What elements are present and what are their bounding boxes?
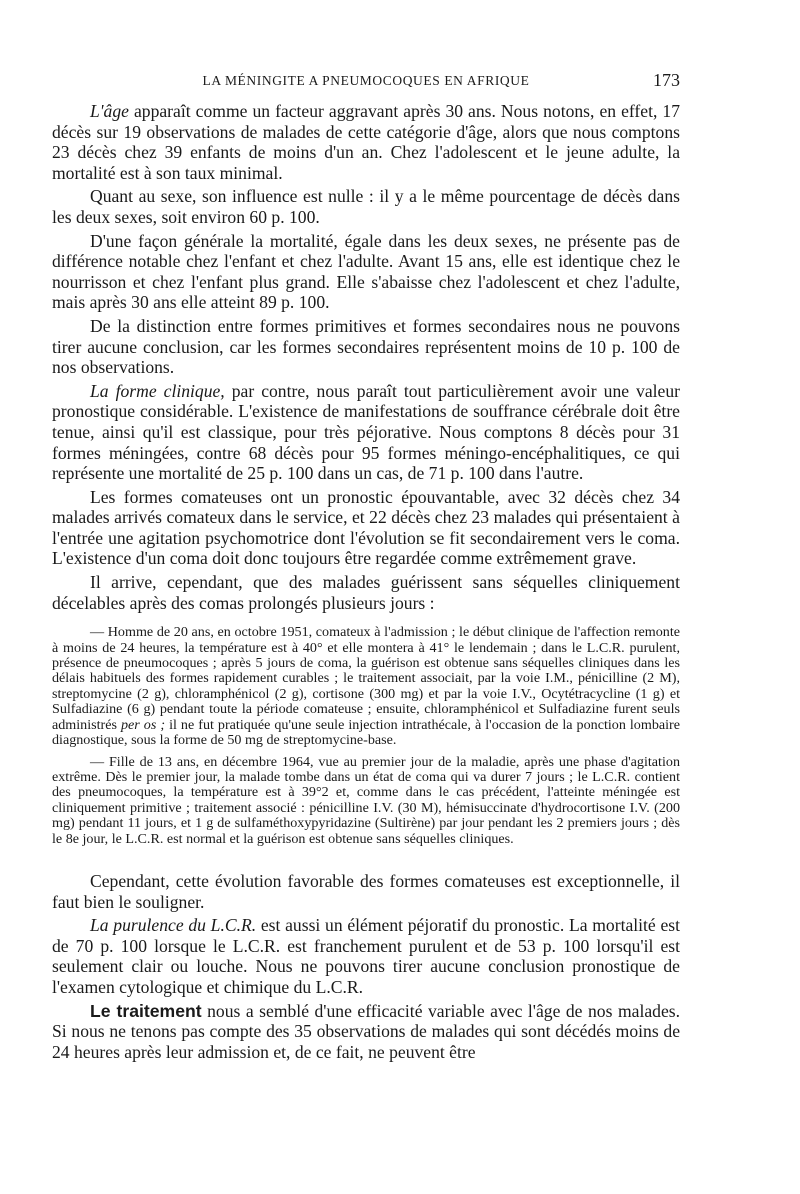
case-text: il ne fut pratiquée qu'une seule injection intrathécale, à l'occasion de la ponction lombaire diagnostique, sous la forme de 50 mg de streptomycine-base.: [52, 716, 680, 749]
paragraph-purulence: [52, 915, 680, 997]
paragraph-text: apparaît comme un facteur aggravant après 30 ans. Nous notons, en effet, 17 décès sur 19 observations de malades de cette catégorie d'âge, alors que nous comptons 23 décès chez 39 enfants de moins d'un an. Chez l'adolescent et le jeune adulte, la mortalité est à son taux minimal.: [52, 101, 680, 183]
case-italic: per os ;: [121, 716, 166, 733]
paragraph-lead: La purulence du L.C.R.: [90, 915, 257, 936]
paragraph-traitement: [52, 1001, 680, 1063]
case-report-2: [52, 755, 680, 847]
paragraph-text: Les formes comateuses ont un pronostic épouvantable, avec 32 décès chez 34 malades arrivés comateux dans le service, et 22 décès chez 23 malades qui présentaient à l'entrée une agitation psychomotrice dont l'évolution se fit secondairement vers le coma. L'existence d'un coma doit donc toujours être regardée comme extrêmement grave.: [52, 486, 680, 569]
paragraph-lead: La forme clinique,: [90, 380, 225, 401]
paragraph-forme-clinique: [52, 381, 680, 484]
paragraph-text: par contre, nous paraît tout particulièrement avoir une valeur pronostique considérable. L'existence de manifestations de souffrance cérébrale doit être tenue, ainsi qu'il est classique, pour très péjorative. Nous comptons 8 décès pour 31 formes méningées, contre 68 décès pour 95 formes méningo-encéphalitiques, ce qui représente une mortalité de 25 p. 100 dans un cas, de 71 p. 100 dans l'autre.: [52, 380, 681, 484]
case-report-1: [52, 625, 680, 748]
paragraph-sexe: [52, 186, 680, 227]
case-text: — Fille de 13 ans, en décembre 1964, vue au premier jour de la maladie, après une phase d'agitation extrême. Dès le premier jour, la malade tombe dans un état de coma qui va durer 7 jours ; le L.C.R. contient des pneumocoques, la température est à 39°2 et, comme dans le cas précédent, l'atteinte méningée est cliniquement primitive ; traitement associé : pénicilline I.V. (30 M), hémisuccinate d'hydrocortisone I.V. (200 mg) pendant 11 jours, et 1 g de sulfaméthoxypyridazine (Sultirène) par jour pendant les 2 premiers jours ; dès le 8e jour, le L.C.R. est normal et la guérison est obtenue sans séquelles cliniques.: [52, 753, 680, 847]
paragraph-text: Quant au sexe, son influence est nulle : il y a le même pourcentage de décès dans les deux sexes, soit environ 60 p. 100.: [52, 186, 680, 227]
section-heading: Le traitement: [90, 1000, 202, 1021]
paragraph-text: De la distinction entre formes primitives et formes secondaires nous ne pouvons tirer aucune conclusion, car les formes secondaires représentent moins de 10 p. 100 de nos observations.: [52, 315, 680, 378]
paragraph-text: Cependant, cette évolution favorable des formes comateuses est exceptionnelle, il faut bien le souligner.: [52, 870, 680, 912]
running-title: LA MÉNINGITE A PNEUMOCOQUES EN AFRIQUE: [202, 73, 530, 88]
paragraph-text: nous a semblé d'une efficacité variable avec l'âge de nos malades. Si nous ne tenons pas compte des 35 observations de malades qui sont décédés moins de 24 heures après leur admission et, de ce fait, ne peuvent être: [52, 1000, 680, 1062]
paragraph-age: [52, 101, 680, 183]
paragraph-text: Il arrive, cependant, que des malades guérissent sans séquelles cliniquement décelables après des comas prolongés plusieurs jours :: [52, 572, 680, 613]
paragraph-lead: L'âge: [90, 101, 129, 121]
paragraph-formes: [52, 316, 680, 378]
paragraph-mortalite: [52, 231, 680, 313]
paragraph-guerison: [52, 572, 680, 613]
page-header: [52, 70, 680, 94]
paragraph-text: D'une façon générale la mortalité, égale dans les deux sexes, ne présente pas de différence notable chez l'enfant et chez l'adulte. Avant 15 ans, elle est identique chez le nourrisson et chez l'enfant plus grand. Elle s'abaisse chez l'adolescent et chez l'adulte, mais après 30 ans elle atteint 89 p. 100.: [52, 230, 680, 313]
paragraph-formes-comateuses: [52, 487, 680, 569]
case-text: — Homme de 20 ans, en octobre 1951, comateux à l'admission ; le début clinique de l'affection remonte à moins de 24 heures, la température est à 40° et elle montera à 41° le lendemain ; dans le L.C.R. purulent, présence de pneumocoques ; après 5 jours de coma, la guérison est obtenue sans séquelles cliniques dans les délais habituels des formes rapidement curables ; le traitement associait, par la voie I.M., pénicilline (2 M), streptomycine (2 g), chloramphénicol (2 g), cortisone (300 mg) et par la voie I.V., Ocytétracycline (1 g) et Sulfadiazine (6 g) pendant toute la période comateuse ; ensuite, chloramphénicol et Sulfadiazine furent seuls administrés: [52, 624, 680, 733]
case-reports: [52, 625, 680, 847]
paragraph-text: est aussi un élément péjoratif du pronostic. La mortalité est de 70 p. 100 lorsque le L.C.R. est franchement purulent et de 53 p. 100 lorsqu'il est seulement clair ou louche. Nous ne pouvons tirer aucune conclusion pronostique de l'examen cytologique et chimique du L.C.R.: [52, 915, 680, 997]
after-cases: [52, 871, 680, 1062]
page-number: 173: [653, 70, 680, 90]
article-body: [52, 101, 680, 1062]
paragraph-exception: [52, 871, 680, 912]
